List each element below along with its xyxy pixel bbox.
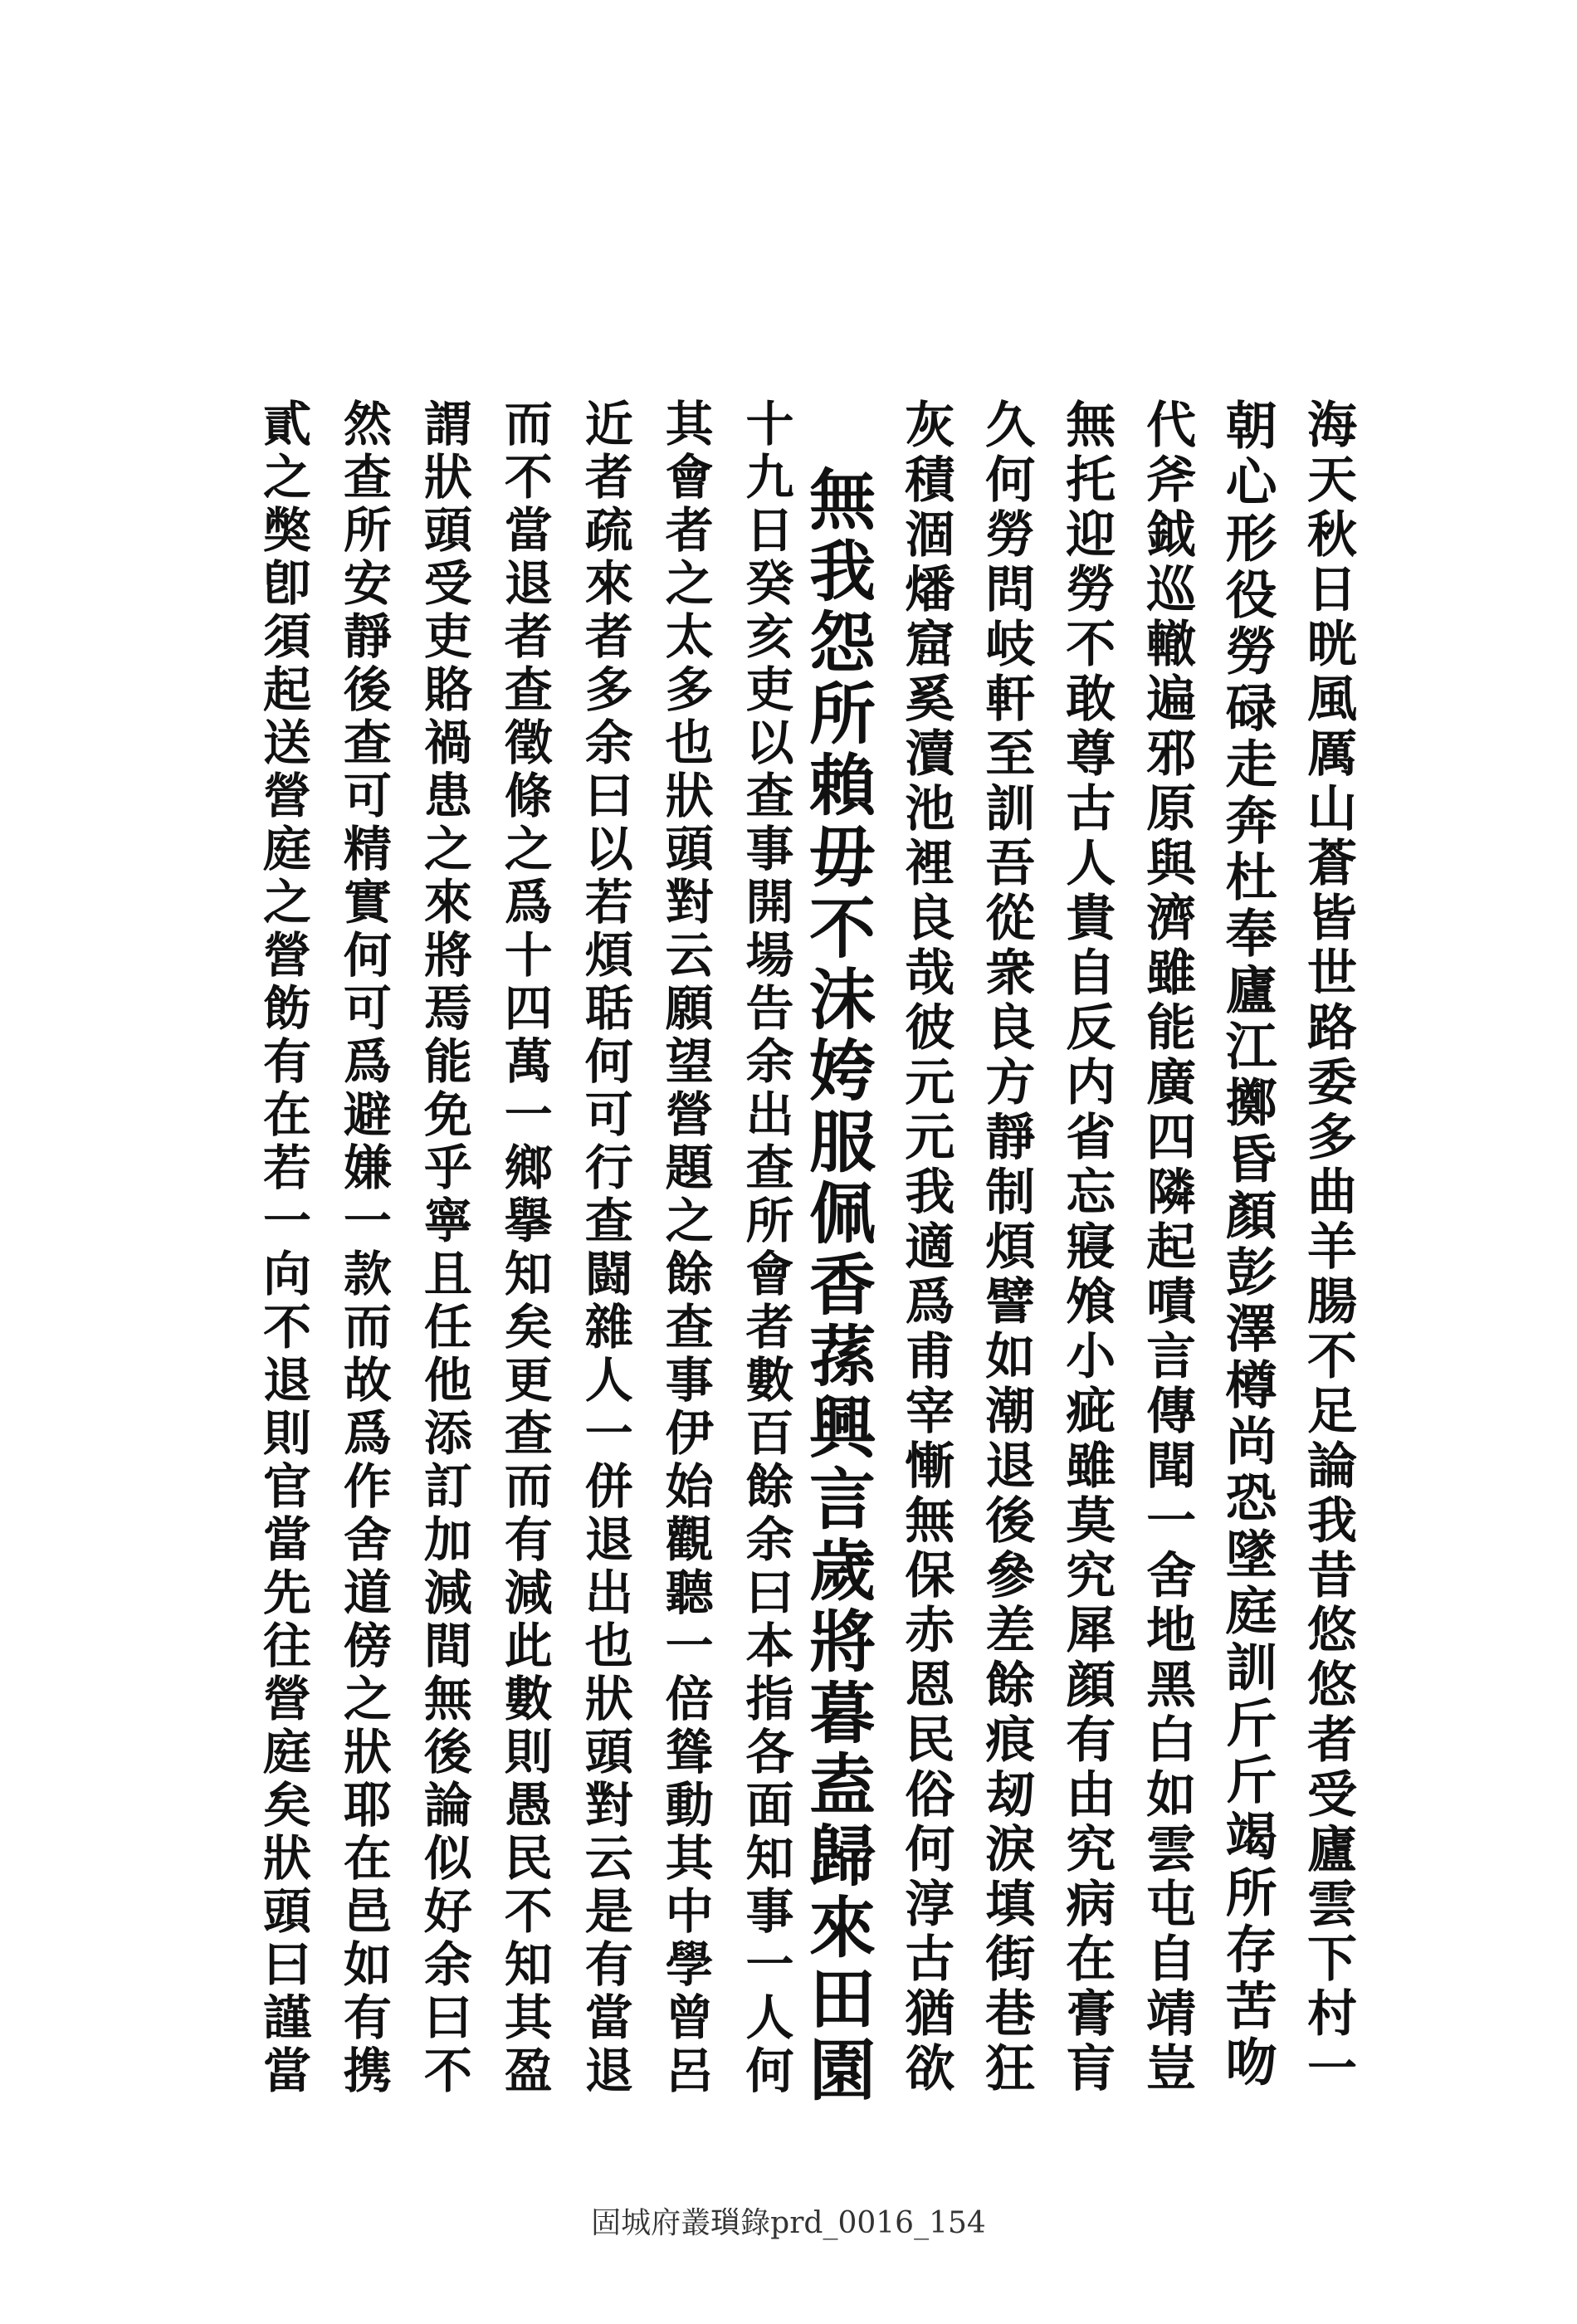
text-column: 代斧鉞巡轍遍邪原與濟雖能廣四隣起嘖言傳聞一舍地黑白如雲屯自靖豈 xyxy=(1138,398,1197,2097)
text-column: 朝心形役勞碌走奔杜奉廬江擲昏顏彭澤樽尚恐墜庭訓斤斤竭所存苦吻 xyxy=(1217,398,1278,2092)
text-column: 海天秋日晄風厲山蒼皆世路委多曲羊腸不足論我昔悠悠者受廬雲下村一 xyxy=(1298,398,1357,2097)
text-column: 謂狀頭受吏賂禍患之來將焉能免乎寧且任他添訂加減間無後論似好余曰不 xyxy=(415,398,472,2098)
text-column: 近者疏來者多余曰以若煩聒何可行查闘雜人一併退出也狀頭對云是有當退 xyxy=(576,398,633,2098)
text-column: 灰積涸燔窟奚瀆池裡良哉彼元元我適爲甫宰慚無保赤恩民俗何淳古猶欲 xyxy=(896,398,955,2097)
text-column: 無我怨所賴毋不沫姱服佩香蓀興言歲將暮盍歸來田園 xyxy=(798,465,876,2107)
page-footer-caption: 固城府叢𤨏錄prd_0016_154 xyxy=(591,2206,986,2240)
text-column: 而不當退者查徵條之爲十四萬一鄉擧知矣更查而有減此數則愚民不知其盈 xyxy=(496,398,553,2098)
text-column: 久何勞問岐軒至訓吾從衆良方靜制煩譬如潮退後參差餘痕刼淚填街巷狂 xyxy=(977,398,1036,2097)
text-column: 然查所安靜後查可精實何可爲避嫌一款而故爲作舍道傍之狀耶在邑如有携 xyxy=(334,398,392,2098)
text-column: 無托迎勞不敢尊古人貴自反内省忘寢飧小疵雖莫究犀顔有由究病在膏肓 xyxy=(1057,398,1116,2097)
text-column: 其會者之太多也狀頭對云願望營題之餘查事伊始觀聽一倍聳動其中學曾呂 xyxy=(657,398,714,2098)
text-column: 貳之獘卽須起送營庭之營飭有在若一向不退則官當先往營庭矣狀頭曰謹當 xyxy=(255,398,311,2098)
main-text-block xyxy=(232,398,1357,2108)
text-column: 十九日癸亥吏以查事開場告余出查所會者數百餘余曰本指各面知事一人何 xyxy=(737,398,794,2098)
